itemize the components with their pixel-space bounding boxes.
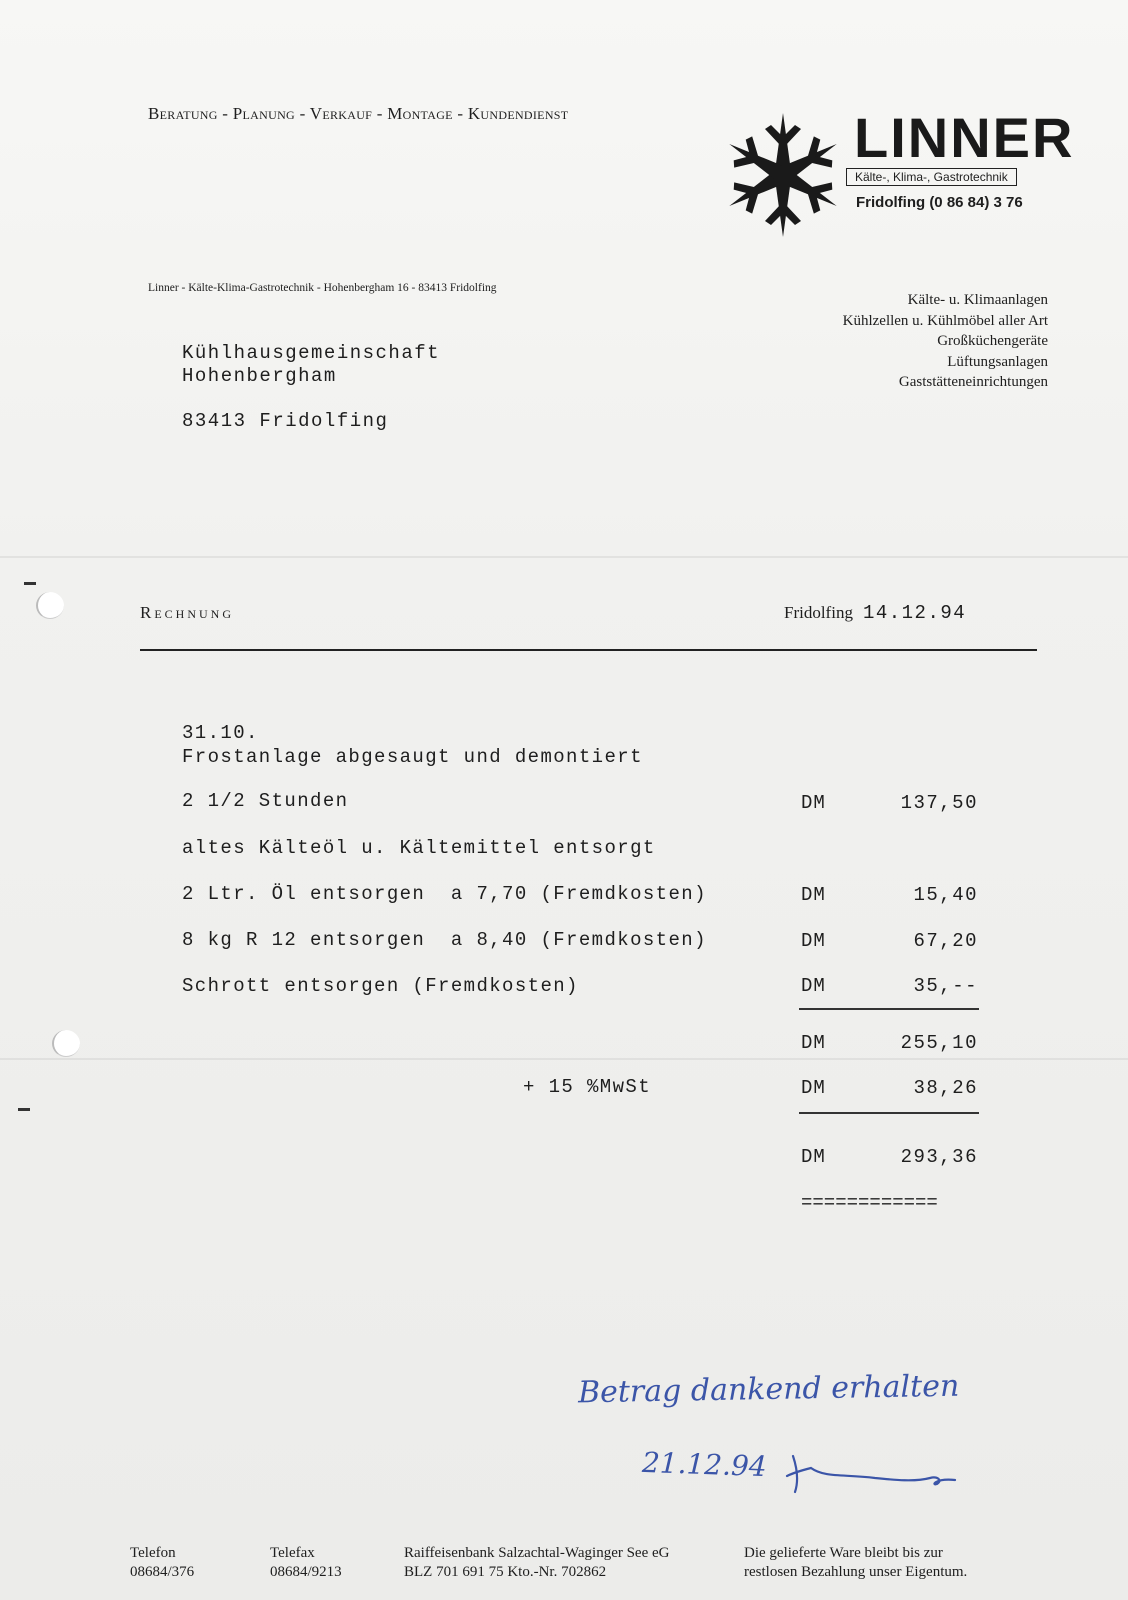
- header-divider: [140, 649, 1037, 651]
- subtotal-amount: 255,10: [900, 1032, 978, 1054]
- footer-bank: [404, 1544, 670, 1582]
- line-item-amount: 137,50: [900, 792, 978, 814]
- recipient-city: 83413 Fridolfing: [182, 410, 389, 432]
- phone-number: 08684/376: [130, 1564, 195, 1580]
- footer-phone: [130, 1544, 194, 1582]
- service-item: Kühlzellen u. Kühlmöbel aller Art: [842, 312, 1048, 329]
- total-amount: 293,36: [900, 1146, 978, 1168]
- line-item-currency: DM: [801, 930, 826, 952]
- recipient-locality: Hohenbergham: [182, 365, 337, 387]
- company-logo: [708, 106, 1075, 243]
- total-rule: [799, 1112, 979, 1114]
- service-item: Großküchengeräte: [937, 333, 1048, 349]
- fold-mark: [18, 1108, 30, 1111]
- logo-phone: Fridolfing (0 86 84) 3 76: [856, 194, 1023, 211]
- line-item-text: altes Kälteöl u. Kältemittel entsorgt: [182, 837, 656, 859]
- bank-details: BLZ 701 691 75 Kto.-Nr. 702862: [404, 1564, 607, 1580]
- phone-label: Telefon: [130, 1545, 176, 1561]
- line-item-text: 8 kg R 12 entsorgen a 8,40 (Fremdkosten): [182, 929, 707, 951]
- punch-hole: [36, 592, 64, 619]
- date-place: Fridolfing: [784, 603, 853, 622]
- total-double-underline: ============: [801, 1192, 938, 1214]
- recipient-address: [182, 342, 440, 388]
- invoice-date: [784, 602, 966, 624]
- handwritten-receipt-note: Betrag dankend erhalten: [577, 1368, 960, 1411]
- logo-subtitle: Kälte-, Klima-, Gastrotechnik: [846, 168, 1017, 186]
- handwritten-date: 21.12.94: [641, 1445, 768, 1484]
- line-item-amount: 67,20: [913, 930, 978, 952]
- paper-fold: [0, 1058, 1128, 1060]
- footer-notice: Die gelieferte Ware bleibt bis zur restlosen Bezahlung unser Eigentum.: [744, 1545, 968, 1580]
- line-item-currency: DM: [801, 792, 826, 814]
- line-item-currency: DM: [801, 884, 826, 906]
- line-item-currency: DM: [801, 975, 826, 997]
- fax-label: Telefax: [270, 1545, 315, 1561]
- paper-fold: [0, 556, 1128, 558]
- sender-address-line: Linner - Kälte-Klima-Gastrotechnik - Hohenbergham 16 - 83413 Fridolfing: [148, 282, 497, 294]
- service-item: Gaststätteneinrichtungen: [898, 374, 1048, 390]
- service-item: Lüftungsanlagen: [947, 353, 1048, 370]
- document-title: Rechnung: [140, 603, 235, 622]
- subtotal-rule: [799, 1008, 979, 1010]
- subtotal-currency: DM: [801, 1032, 826, 1054]
- service-description: Frostanlage abgesaugt und demontiert: [182, 746, 643, 768]
- line-item-text: 2 Ltr. Öl entsorgen a 7,70 (Fremdkosten): [182, 883, 707, 905]
- fold-mark: [24, 582, 36, 585]
- line-item-text: Schrott entsorgen (Fremdkosten): [182, 975, 579, 997]
- line-item-amount: 35,--: [913, 975, 978, 997]
- vat-label: + 15 %MwSt: [523, 1076, 652, 1098]
- punch-hole: [52, 1030, 80, 1057]
- services-list: [843, 290, 1048, 393]
- date-value: 14.12.94: [862, 602, 967, 624]
- service-date: 31.10.: [182, 722, 259, 744]
- service-item: Kälte- u. Klimaanlagen: [907, 292, 1048, 308]
- bank-name: Raiffeisenbank Salzachtal-Waginger See eG: [404, 1545, 670, 1561]
- line-item-text: 2 1/2 Stunden: [182, 790, 349, 812]
- handwritten-signature: [785, 1448, 960, 1498]
- fax-number: 08684/9213: [270, 1564, 342, 1580]
- recipient-name: Kühlhausgemeinschaft: [182, 342, 441, 364]
- footer-fax: [270, 1544, 342, 1582]
- line-item-amount: 15,40: [913, 884, 978, 906]
- logo-wordmark: LINNER: [854, 106, 1075, 169]
- company-tagline: Beratung - Planung - Verkauf - Montage - Kundendienst: [148, 104, 569, 123]
- vat-currency: DM: [801, 1077, 826, 1099]
- total-currency: DM: [801, 1146, 826, 1168]
- snowflake-icon: [708, 108, 858, 243]
- vat-amount: 38,26: [913, 1077, 978, 1099]
